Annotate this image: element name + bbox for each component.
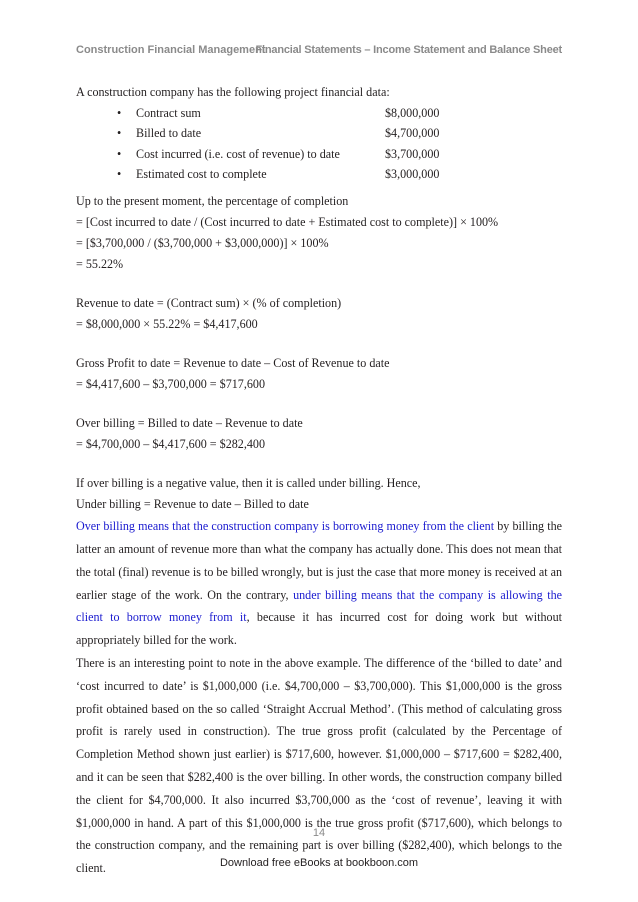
completion-line: = [Cost incurred to date / (Cost incurred to date + Estimated cost to complete)] × 100% <box>76 215 499 230</box>
item-value: $4,700,000 <box>385 126 440 141</box>
completion-line: = 55.22% <box>76 257 124 272</box>
over-billing-calculation <box>76 413 562 455</box>
bullet-icon: • <box>117 166 122 181</box>
example-discussion-paragraph: There is an interesting point to note in the above example. The difference of the ‘billed to date’ and ‘cost incurred to date’ is $1,000,000 (i.e. $4,700,000 – $3,700,000). This $1,000,000 is the gross profit obtained based on the so called ‘Straight Accrual Method’. (This method of calculating gross profit is rarely used in construction). The true gross profit (calculated by the Percentage of Completion Method shown just earlier) is $717,600, however. $1,000,000 – $717,600 = $282,400, and it can be seen that $282,400 is the over billing. In other words, the construction company billed the client for $4,700,000. It also incurred $3,700,000 as the ‘cost of revenue’, leaving it with $1,000,000 in hand. A part of this $1,000,000 is the true gross profit ($717,600), which belongs to the construction company, and the remaining part is over billing ($282,400), which belongs to the client. <box>76 655 562 876</box>
list-item <box>76 123 562 143</box>
highlight-under-billing: under billing means that the company is allowing the client to borrow money from it <box>76 587 562 625</box>
item-value: $8,000,000 <box>385 106 440 120</box>
financial-data-list <box>76 103 562 184</box>
list-item <box>76 103 562 123</box>
running-header-left: Construction Financial Management <box>76 44 266 56</box>
page-number: 14 <box>312 827 326 839</box>
bullet-icon: • <box>117 106 122 120</box>
billing-explanation-paragraph <box>76 515 562 652</box>
footer-link[interactable]: Download free eBooks at bookboon.com <box>219 857 419 869</box>
paragraph-text: , because it has incurred cost for doing work but without appropriately billed for the work. <box>76 610 562 648</box>
revenue-line: = $8,000,000 × 55.22% = $4,417,600 <box>76 317 258 332</box>
revenue-line: Revenue to date = (Contract sum) × (% of completion) <box>76 296 342 311</box>
bullet-icon: • <box>117 126 122 141</box>
paragraph-text: by billing the latter an amount of revenue more than what the company has actually done. This does not mean that the total (final) revenue is to be billed wrongly, but is just the case that more money is received at an earlier stage of the work. On the contrary, <box>76 519 562 602</box>
completion-line: Up to the present moment, the percentage of completion <box>76 194 349 209</box>
over-billing-line: = $4,700,000 – $4,417,600 = $282,400 <box>76 437 266 452</box>
list-item <box>76 164 562 184</box>
item-value: $3,700,000 <box>385 146 440 161</box>
completion-line: = [$3,700,000 / ($3,700,000 + $3,000,000)] × 100% <box>76 236 329 251</box>
intro-text: A construction company has the following project financial data: <box>76 85 390 99</box>
running-header-right: Financial Statements – Income Statement and Balance Sheet <box>255 44 562 56</box>
item-label: Estimated cost to complete <box>136 166 267 181</box>
gross-profit-line: Gross Profit to date = Revenue to date – Cost of Revenue to date <box>76 356 390 371</box>
item-label: Contract sum <box>136 106 201 120</box>
under-billing-intro: If over billing is a negative value, then it is called under billing. Hence, <box>76 476 421 491</box>
page-body <box>76 82 562 880</box>
bullet-icon: • <box>117 146 122 161</box>
item-label: Cost incurred (i.e. cost of revenue) to date <box>136 146 340 161</box>
under-billing-formula: Under billing = Revenue to date – Billed to date <box>76 497 309 512</box>
completion-calculation <box>76 191 562 275</box>
revenue-calculation <box>76 293 562 335</box>
gross-profit-line: = $4,417,600 – $3,700,000 = $717,600 <box>76 377 266 392</box>
highlight-over-billing: Over billing means that the construction company is borrowing money from the client <box>76 519 495 534</box>
list-item <box>76 144 562 164</box>
item-value: $3,000,000 <box>385 166 440 181</box>
over-billing-line: Over billing = Billed to date – Revenue to date <box>76 416 303 431</box>
gross-profit-calculation <box>76 353 562 395</box>
item-label: Billed to date <box>136 126 202 141</box>
